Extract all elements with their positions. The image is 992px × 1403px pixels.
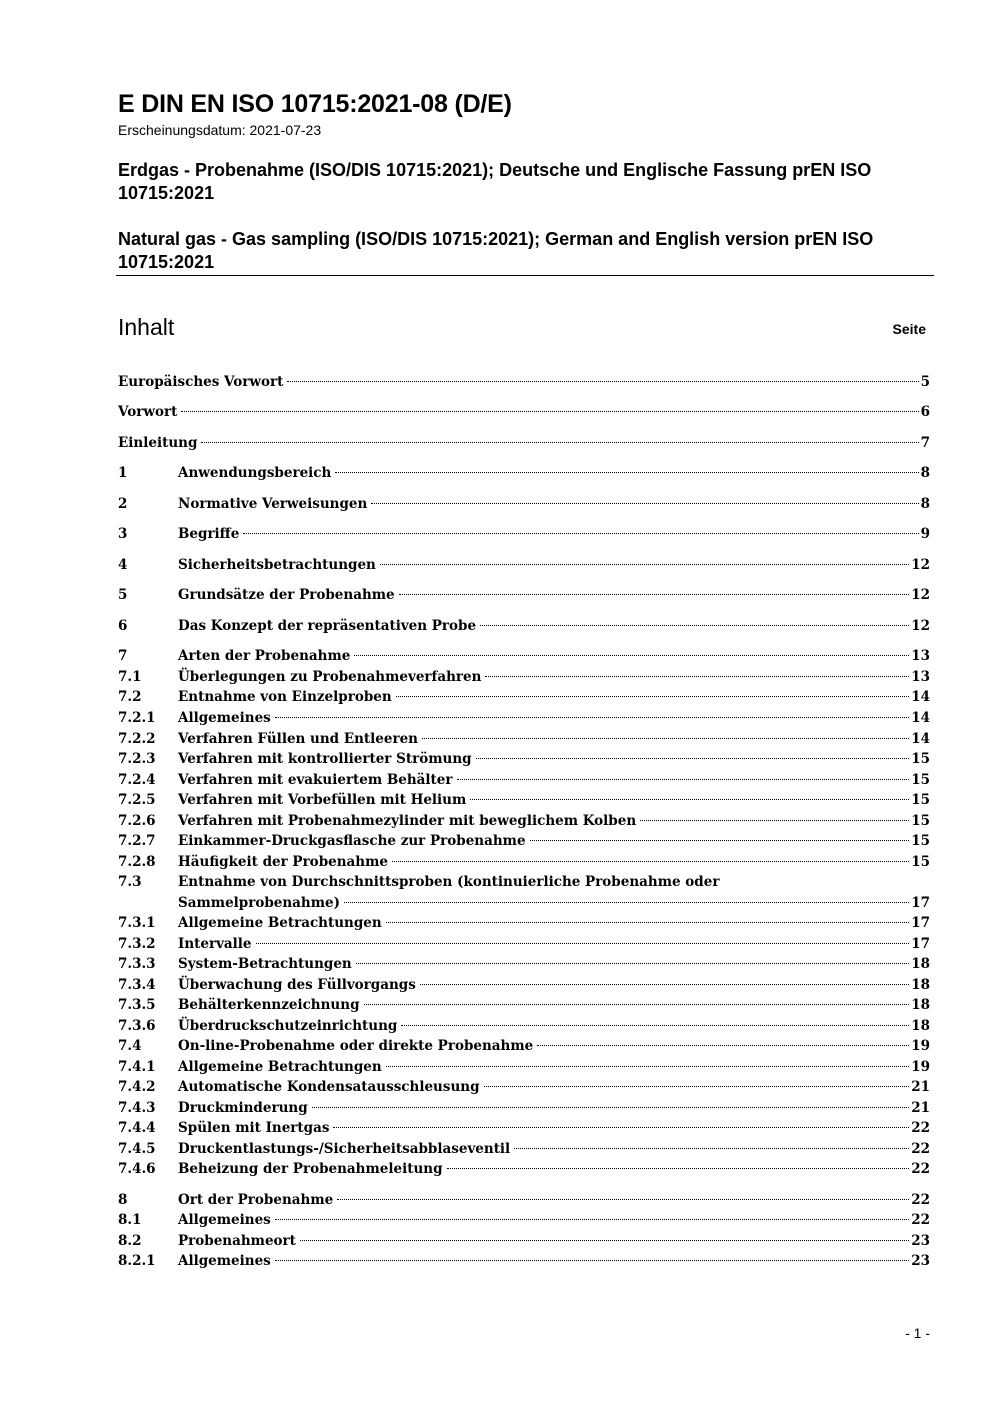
toc-entry-page: 15 xyxy=(911,854,930,870)
toc-entry-page: 18 xyxy=(911,997,930,1013)
toc-entry[interactable] xyxy=(118,913,930,934)
toc-entry-number: 7.3 xyxy=(118,874,142,890)
toc-entry-title: System-Betrachtungen xyxy=(178,954,354,975)
toc-entry-title: Begriffe xyxy=(178,524,241,545)
toc-entry[interactable] xyxy=(118,995,930,1016)
toc-entry-title: Grundsätze der Probenahme xyxy=(178,585,397,606)
toc-entry[interactable] xyxy=(118,975,930,996)
toc-entry-page: 23 xyxy=(911,1233,930,1249)
toc-entry-number: 8 xyxy=(118,1192,128,1208)
toc-entry-number: 7.2.3 xyxy=(118,751,156,767)
toc-entry[interactable] xyxy=(118,852,930,873)
toc-entry-number: 7.3.3 xyxy=(118,956,156,972)
toc-entry-title: Spülen mit Inertgas xyxy=(178,1118,331,1139)
toc-entry-page: 21 xyxy=(911,1079,930,1095)
toc-entry-page: 17 xyxy=(911,936,930,952)
toc-entry-page: 12 xyxy=(911,618,930,634)
toc-entry[interactable] xyxy=(118,934,930,955)
toc-entry-number: 7.2.4 xyxy=(118,772,156,788)
toc-entry-page: 15 xyxy=(911,833,930,849)
toc-entry-number: 7.2.1 xyxy=(118,710,156,726)
toc-entry[interactable] xyxy=(118,616,930,637)
toc-dot-leader xyxy=(337,1199,909,1200)
toc-entry-page: 22 xyxy=(911,1192,930,1208)
toc-entry[interactable] xyxy=(118,1098,930,1119)
toc-entry-title: Automatische Kondensatausschleusung xyxy=(178,1077,482,1098)
toc-entry[interactable] xyxy=(118,372,930,393)
toc-dot-leader xyxy=(476,758,910,759)
toc-entry-title: Einkammer-Druckgasflasche zur Probenahme xyxy=(178,831,528,852)
toc-entry-title: Verfahren mit Vorbefüllen mit Helium xyxy=(178,790,468,811)
toc-entry[interactable] xyxy=(118,708,930,729)
toc-entry[interactable] xyxy=(118,667,930,688)
toc-entry[interactable] xyxy=(118,1159,930,1180)
toc-dot-leader xyxy=(333,1127,909,1128)
publication-date: Erscheinungsdatum: 2021-07-23 xyxy=(118,122,322,138)
toc-dot-leader xyxy=(386,922,909,923)
toc-entry-number: 7.2.7 xyxy=(118,833,156,849)
toc-entry-title: On-line-Probenahme oder direkte Probenahme xyxy=(178,1036,535,1057)
toc-entry[interactable] xyxy=(118,687,930,708)
toc-entry-title: Intervalle xyxy=(178,934,254,955)
toc-entry-page: 14 xyxy=(911,710,930,726)
toc-entry-page: 23 xyxy=(911,1253,930,1269)
page-number: - 1 - xyxy=(905,1325,930,1341)
toc-entry-page: 8 xyxy=(920,496,930,512)
toc-entry[interactable] xyxy=(118,811,930,832)
toc-entry-page: 13 xyxy=(911,669,930,685)
toc-entry-title: Allgemeines xyxy=(178,1210,273,1231)
toc-dot-leader xyxy=(480,625,909,626)
toc-dot-leader xyxy=(364,1004,910,1005)
toc-entry-title: Beheizung der Probenahmeleitung xyxy=(178,1159,445,1180)
toc-entry-title: Druckentlastungs-/Sicherheitsabblaseventil xyxy=(178,1139,512,1160)
toc-entry-title: Das Konzept der repräsentativen Probe xyxy=(178,616,478,637)
toc-entry-page: 15 xyxy=(911,792,930,808)
toc-entry-number: 7.4.2 xyxy=(118,1079,156,1095)
toc-entry-title: Verfahren mit evakuiertem Behälter xyxy=(178,770,455,791)
toc-entry[interactable] xyxy=(118,1251,930,1272)
toc-entry-number: 4 xyxy=(118,557,128,573)
toc-entry-page: 8 xyxy=(920,465,930,481)
toc-entry-page: 14 xyxy=(911,689,930,705)
toc-entry[interactable] xyxy=(118,555,930,576)
toc-entry-number: 7.2.5 xyxy=(118,792,156,808)
toc-entry-title: Sicherheitsbetrachtungen xyxy=(178,555,378,576)
toc-entry[interactable] xyxy=(118,494,930,515)
toc-entry-number: 8.1 xyxy=(118,1212,142,1228)
toc-heading: Inhalt xyxy=(118,314,175,340)
toc-entry-number: 7.4.1 xyxy=(118,1059,156,1075)
toc-entry-title: Anwendungsbereich xyxy=(178,463,333,484)
toc-dot-leader xyxy=(386,1066,909,1067)
toc-entry-page: 22 xyxy=(911,1212,930,1228)
toc-entry-page: 18 xyxy=(911,1018,930,1034)
toc-dot-leader xyxy=(457,779,910,780)
toc-entry-title: Ort der Probenahme xyxy=(178,1190,335,1211)
toc-entry[interactable] xyxy=(118,433,930,454)
toc-dot-leader xyxy=(537,1045,909,1046)
toc-entry-number: 7.4.5 xyxy=(118,1141,156,1157)
toc-entry-page: 7 xyxy=(920,435,930,451)
toc-entry-title: Allgemeines xyxy=(178,1251,273,1272)
toc-page-label: Seite xyxy=(892,321,926,337)
toc-entry-title: Allgemeine Betrachtungen xyxy=(178,913,384,934)
toc-entry[interactable] xyxy=(118,1036,930,1057)
toc-entry-title-continued: Sammelprobenahme) xyxy=(178,893,342,914)
toc-dot-leader xyxy=(243,533,918,534)
toc-entry[interactable] xyxy=(118,954,930,975)
toc-entry-page: 18 xyxy=(911,977,930,993)
toc-entry-title: Allgemeines xyxy=(178,708,273,729)
toc-entry-number: 7.2.6 xyxy=(118,813,156,829)
toc-dot-leader xyxy=(354,655,909,656)
toc-dot-leader xyxy=(401,1025,909,1026)
toc-dot-leader xyxy=(275,1219,909,1220)
toc-dot-leader xyxy=(485,676,909,677)
toc-dot-leader xyxy=(422,738,909,739)
toc-entry-title: Entnahme von Durchschnittsproben (kontinuierliche Probenahme oder xyxy=(178,874,720,890)
toc-dot-leader xyxy=(484,1086,910,1087)
toc-entry-number: 6 xyxy=(118,618,128,634)
toc-entry-title: Überdruckschutzeinrichtung xyxy=(178,1016,399,1037)
toc-dot-leader xyxy=(396,696,910,697)
toc-entry-page: 19 xyxy=(911,1038,930,1054)
toc-entry-number: 8.2 xyxy=(118,1233,142,1249)
toc-entry-title: Arten der Probenahme xyxy=(178,646,352,667)
toc-dot-leader xyxy=(275,1260,909,1261)
toc-entry-page: 15 xyxy=(911,813,930,829)
toc-entry-number: 8.2.1 xyxy=(118,1253,156,1269)
toc-entry-page: 19 xyxy=(911,1059,930,1075)
toc-entry-page: 9 xyxy=(920,526,930,542)
toc-entry-number: 7.3.5 xyxy=(118,997,156,1013)
toc-entry-page: 17 xyxy=(911,915,930,931)
toc-entry[interactable] xyxy=(118,1118,930,1139)
toc-entry[interactable] xyxy=(118,1190,930,1211)
toc-entry[interactable] xyxy=(118,770,930,791)
toc-entry-title: Häufigkeit der Probenahme xyxy=(178,852,390,873)
toc-entry-page: 15 xyxy=(911,751,930,767)
toc-entry-title: Verfahren Füllen und Entleeren xyxy=(178,729,420,750)
toc-entry-title: Druckminderung xyxy=(178,1098,310,1119)
toc-entry-title: Normative Verweisungen xyxy=(178,494,369,515)
toc-entry-page: 14 xyxy=(911,731,930,747)
toc-entry[interactable] xyxy=(118,1057,930,1078)
toc-entry-number: 7.3.4 xyxy=(118,977,156,993)
toc-entry-title: Behälterkennzeichnung xyxy=(178,995,362,1016)
toc-entry-title: Einleitung xyxy=(118,433,199,454)
toc-entry-number: 7.1 xyxy=(118,669,142,685)
toc-entry-number: 7.3.1 xyxy=(118,915,156,931)
toc-entry[interactable] xyxy=(118,524,930,545)
toc-dot-leader xyxy=(275,717,909,718)
toc-entry-number: 7.4.6 xyxy=(118,1161,156,1177)
toc-dot-leader xyxy=(371,503,918,504)
toc-entry-page: 22 xyxy=(911,1161,930,1177)
toc-dot-leader xyxy=(470,799,909,800)
toc-dot-leader xyxy=(392,861,909,862)
toc-entry-number: 7.3.6 xyxy=(118,1018,156,1034)
toc-entry[interactable] xyxy=(118,1077,930,1098)
toc-dot-leader xyxy=(344,902,909,903)
toc-dot-leader xyxy=(356,963,909,964)
toc-entry-page: 22 xyxy=(911,1141,930,1157)
toc-dot-leader xyxy=(530,840,910,841)
toc-dot-leader xyxy=(312,1107,910,1108)
toc-dot-leader xyxy=(399,594,910,595)
toc-entry-number: 5 xyxy=(118,587,128,603)
toc-dot-leader xyxy=(201,442,918,443)
toc-dot-leader xyxy=(380,564,909,565)
toc-entry[interactable] xyxy=(118,646,930,667)
toc-entry-number: 7 xyxy=(118,648,128,664)
toc-entry-page: 15 xyxy=(911,772,930,788)
toc-entry-page: 5 xyxy=(920,374,930,390)
toc-entry-number: 7.2 xyxy=(118,689,142,705)
toc-dot-leader xyxy=(447,1168,910,1169)
toc-dot-leader xyxy=(640,820,909,821)
toc-entry-number: 1 xyxy=(118,465,128,481)
title-german: Erdgas - Probenahme (ISO/DIS 10715:2021); Deutsche und Englische Fassung prEN ISO 10715:2021 xyxy=(118,160,872,203)
toc-entry-number: 7.3.2 xyxy=(118,936,156,952)
toc-entry-page: 12 xyxy=(911,587,930,603)
toc-entry[interactable] xyxy=(118,585,930,606)
toc-entry-title: Europäisches Vorwort xyxy=(118,372,285,393)
toc-entry-page: 6 xyxy=(920,404,930,420)
toc-dot-leader xyxy=(420,984,909,985)
toc-entry-title: Überlegungen zu Probenahmeverfahren xyxy=(178,667,483,688)
toc-entry-page: 17 xyxy=(911,895,930,911)
toc-entry[interactable] xyxy=(118,1210,930,1231)
toc-entry[interactable] xyxy=(118,402,930,423)
toc-entry-number: 7.2.2 xyxy=(118,731,156,747)
toc-entry-title: Verfahren mit Probenahmezylinder mit beweglichem Kolben xyxy=(178,811,638,832)
document-id: E DIN EN ISO 10715:2021-08 (D/E) xyxy=(118,90,512,118)
toc-entry[interactable] xyxy=(118,749,930,770)
toc-entry[interactable] xyxy=(118,1016,930,1037)
toc-entry-number: 7.2.8 xyxy=(118,854,156,870)
toc-dot-leader xyxy=(335,472,918,473)
toc-entry-page: 18 xyxy=(911,956,930,972)
toc-dot-leader xyxy=(514,1148,909,1149)
toc-entry[interactable] xyxy=(118,729,930,750)
toc-entry[interactable] xyxy=(118,831,930,852)
toc-dot-leader xyxy=(181,411,918,412)
toc-dot-leader xyxy=(256,943,910,944)
header-divider xyxy=(116,275,934,276)
toc-dot-leader xyxy=(287,381,918,382)
toc-entry-page: 12 xyxy=(911,557,930,573)
toc-entry[interactable] xyxy=(118,1139,930,1160)
toc-entry-number: 7.4.3 xyxy=(118,1100,156,1116)
toc-entry-title: Überwachung des Füllvorgangs xyxy=(178,975,418,996)
toc-entry-page: 22 xyxy=(911,1120,930,1136)
toc-entry-page: 21 xyxy=(911,1100,930,1116)
title-english: Natural gas - Gas sampling (ISO/DIS 10715:2021); German and English version prEN ISO 10715:2021 xyxy=(118,229,874,272)
toc-entry-number: 7.4.4 xyxy=(118,1120,156,1136)
toc-entry-number: 7.4 xyxy=(118,1038,142,1054)
toc-entry[interactable] xyxy=(118,463,930,484)
toc-entry-title: Entnahme von Einzelproben xyxy=(178,687,394,708)
toc-entry-title: Probenahmeort xyxy=(178,1231,298,1252)
toc-entry[interactable] xyxy=(118,872,930,914)
toc-dot-leader xyxy=(300,1240,909,1241)
toc-entry-number: 3 xyxy=(118,526,128,542)
toc-entry-title: Allgemeine Betrachtungen xyxy=(178,1057,384,1078)
toc-entry-title: Verfahren mit kontrollierter Strömung xyxy=(178,749,474,770)
toc-entry-page: 13 xyxy=(911,648,930,664)
toc-entry-title: Vorwort xyxy=(118,402,179,423)
toc-entry[interactable] xyxy=(118,790,930,811)
toc-entry-number: 2 xyxy=(118,496,128,512)
toc-entry[interactable] xyxy=(118,1231,930,1252)
